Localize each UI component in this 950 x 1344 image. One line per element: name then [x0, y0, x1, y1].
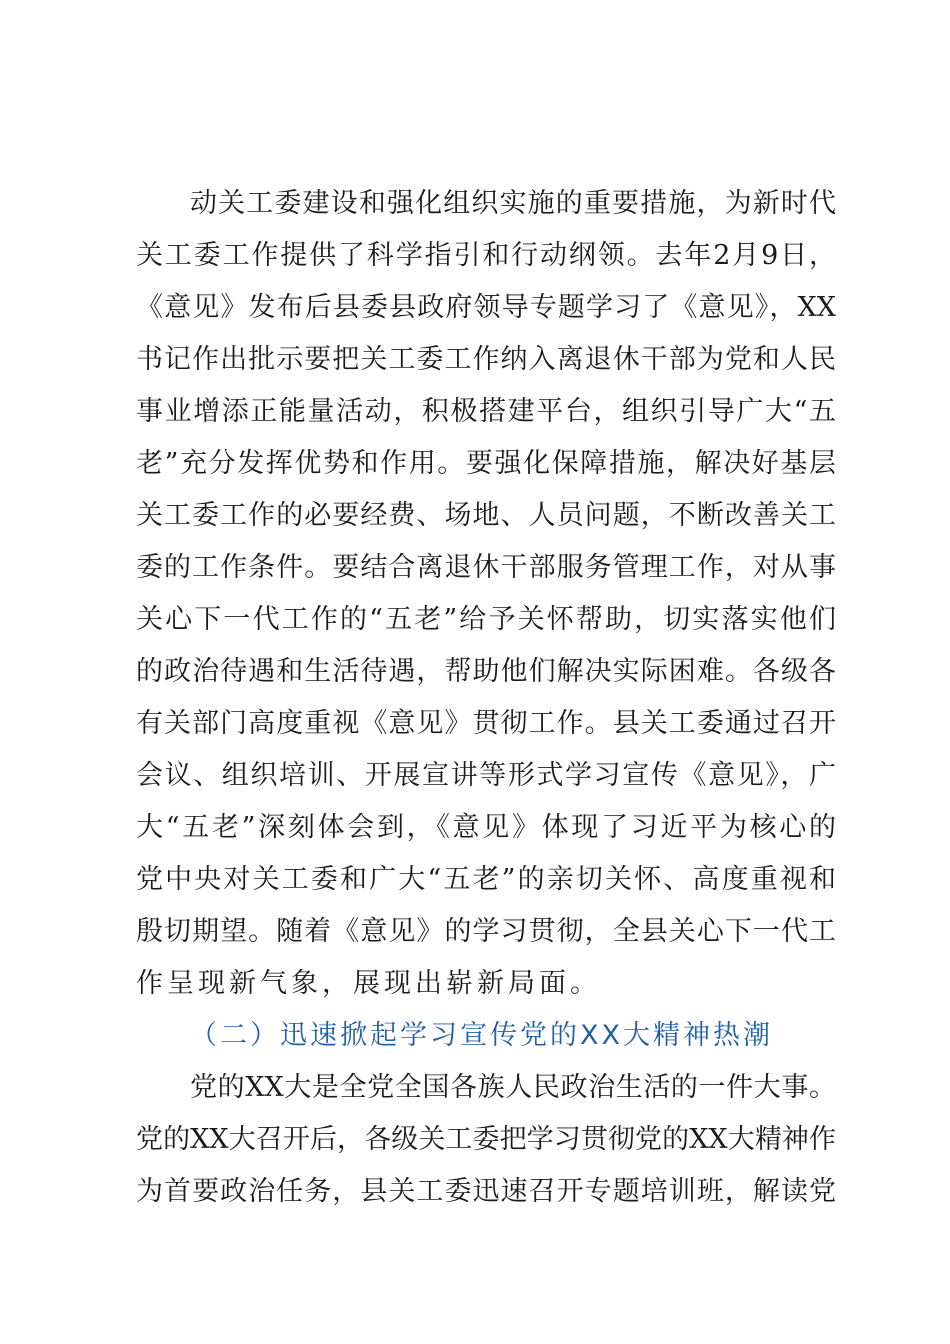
paragraph-line: 党的XX大召开后，各级关工委把学习贯彻党的XX大精神作 — [136, 1124, 836, 1155]
paragraph-line: 会议、组织培训、开展宣讲等形式学习宣传《意见》，广 — [136, 760, 836, 791]
paragraph-line: 事业增添正能量活动，积极搭建平台，组织引导广大“五 — [136, 396, 836, 427]
paragraph-line: 老”充分发挥优势和作用。要强化保障措施，解决好基层 — [136, 448, 836, 479]
paragraph-line: 大“五老”深刻体会到，《意见》体现了习近平为核心的 — [136, 812, 836, 843]
paragraph-line: 关工委工作提供了科学指引和行动纲领。去年2月9日， — [136, 240, 836, 271]
paragraph-line: 作呈现新气象，展现出崭新局面。 — [136, 968, 601, 999]
section-heading: （二）迅速掀起学习宣传党的XX大精神热潮 — [190, 1020, 773, 1051]
paragraph-line: 书记作出批示要把关工委工作纳入离退休干部为党和人民 — [136, 344, 836, 375]
paragraph-line: 的政治待遇和生活待遇，帮助他们解决实际困难。各级各 — [136, 656, 836, 687]
paragraph-line: 有关部门高度重视《意见》贯彻工作。县关工委通过召开 — [136, 708, 836, 739]
paragraph-line: 动关工委建设和强化组织实施的重要措施，为新时代 — [190, 188, 836, 219]
paragraph-line: 委的工作条件。要结合离退休干部服务管理工作，对从事 — [136, 552, 836, 583]
paragraph-line: 党中央对关工委和广大“五老”的亲切关怀、高度重视和 — [136, 864, 836, 895]
paragraph-line: 《意见》发布后县委县政府领导专题学习了《意见》，XX — [136, 292, 836, 323]
paragraph-line: 党的XX大是全党全国各族人民政治生活的一件大事。 — [190, 1072, 836, 1103]
paragraph-line: 为首要政治任务，县关工委迅速召开专题培训班，解读党 — [136, 1176, 836, 1207]
paragraph-line: 关工委工作的必要经费、场地、人员问题，不断改善关工 — [136, 500, 836, 531]
paragraph-line: 殷切期望。随着《意见》的学习贯彻，全县关心下一代工 — [136, 916, 836, 947]
paragraph-line: 关心下一代工作的“五老”给予关怀帮助，切实落实他们 — [136, 604, 836, 635]
